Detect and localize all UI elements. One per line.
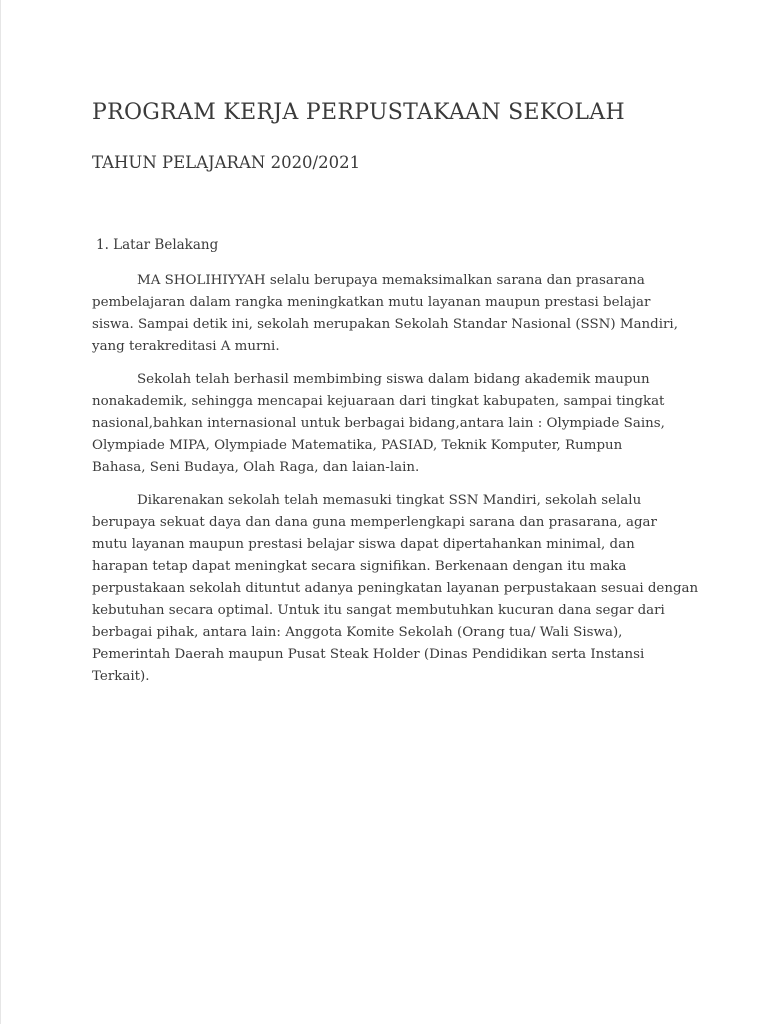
paragraph-line: kebutuhan secara optimal. Untuk itu sangat membutuhkan kucuran dana segar dari <box>92 603 665 618</box>
paragraph-line: Bahasa, Seni Budaya, Olah Raga, dan laian-lain. <box>92 460 420 475</box>
paragraph-3 <box>92 490 699 688</box>
paragraph-line: Olympiade MIPA, Olympiade Matematika, PASIAD, Teknik Komputer, Rumpun <box>92 438 623 453</box>
paragraph-line: berbagai pihak, antara lain: Anggota Komite Sekolah (Orang tua/ Wali Siswa), <box>92 625 623 640</box>
paragraph-1 <box>92 270 678 358</box>
paragraph-line: mutu layanan maupun prestasi belajar siswa dapat dipertahankan minimal, dan <box>92 537 635 552</box>
paragraph-line: berupaya sekuat daya dan dana guna memperlengkapi sarana dan prasarana, agar <box>92 515 657 530</box>
paragraph-line: Terkait). <box>92 669 150 684</box>
paragraph-line: Pemerintah Daerah maupun Pusat Steak Holder (Dinas Pendidikan serta Instansi <box>92 647 645 662</box>
paragraph-line: pembelajaran dalam rangka meningkatkan mutu layanan maupun prestasi belajar <box>92 295 651 310</box>
paragraph-line: nonakademik, sehingga mencapai kejuaraan dari tingkat kabupaten, sampai tingkat <box>92 394 665 409</box>
document-subtitle: TAHUN PELAJARAN 2020/2021 <box>92 153 361 172</box>
paragraph-2 <box>92 369 674 479</box>
paragraph-line: MA SHOLIHIYYAH selalu berupaya memaksimalkan sarana dan prasarana <box>137 273 645 288</box>
section-heading: 1. Latar Belakang <box>96 237 219 253</box>
paragraph-line: perpustakaan sekolah dituntut adanya peningkatan layanan perpustakaan sesuai dengan <box>92 581 699 596</box>
document-title: PROGRAM KERJA PERPUSTAKAAN SEKOLAH <box>92 100 625 125</box>
paragraph-line: yang terakreditasi A murni. <box>92 339 280 354</box>
paragraph-line: siswa. Sampai detik ini, sekolah merupakan Sekolah Standar Nasional (SSN) Mandiri, <box>92 317 678 332</box>
paragraph-line: nasional,bahkan internasional untuk berbagai bidang,antara lain : Olympiade Sains, <box>92 416 665 431</box>
paragraph-line: harapan tetap dapat meningkat secara signifikan. Berkenaan dengan itu maka <box>92 559 627 574</box>
paragraph-line: Sekolah telah berhasil membimbing siswa dalam bidang akademik maupun <box>137 372 650 387</box>
paragraph-line: Dikarenakan sekolah telah memasuki tingkat SSN Mandiri, sekolah selalu <box>137 493 642 508</box>
section-body <box>92 270 699 699</box>
